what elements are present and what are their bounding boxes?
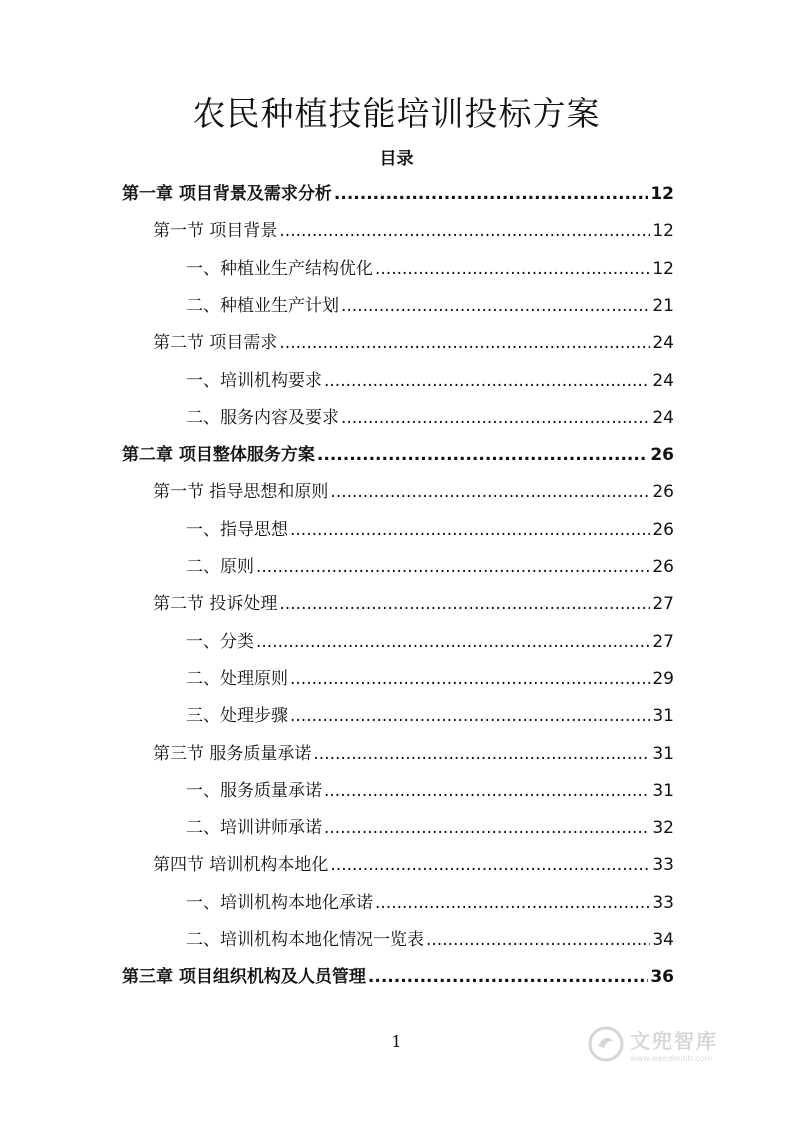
toc-page: 12 [652, 221, 674, 242]
watermark-url: www.wendoulib.com [630, 1054, 713, 1063]
toc-entry[interactable] [122, 437, 674, 474]
toc-entry[interactable] [153, 474, 674, 511]
toc-entry[interactable] [186, 251, 674, 288]
toc-label: 一、指导思想 [186, 519, 288, 540]
toc-entry[interactable] [122, 176, 674, 213]
toc-page: 26 [652, 557, 674, 577]
toc-leader [317, 437, 648, 474]
toc-entry[interactable] [153, 586, 674, 623]
toc-page: 24 [652, 407, 674, 428]
toc-entry[interactable] [153, 325, 674, 362]
watermark-logo-icon [588, 1026, 624, 1062]
toc-label: 第三节 服务质量承诺 [153, 743, 312, 764]
toc-entry[interactable] [186, 363, 674, 400]
toc-page: 26 [650, 445, 674, 466]
toc-leader [324, 363, 650, 400]
toc-entry[interactable] [186, 885, 674, 922]
toc-leader [324, 810, 650, 847]
toc-entry[interactable] [186, 810, 674, 847]
toc-label: 二、种植业生产计划 [186, 295, 339, 316]
toc-leader [256, 549, 650, 586]
toc-leader [368, 959, 648, 996]
toc-label: 二、原则 [186, 557, 254, 577]
toc-leader [290, 661, 650, 698]
toc-page: 26 [652, 519, 674, 540]
toc-label: 第一章 项目背景及需求分析 [122, 184, 332, 204]
toc-page: 36 [650, 967, 674, 988]
toc-page: 24 [652, 370, 674, 391]
toc-leader [313, 736, 650, 773]
toc-page: 32 [652, 818, 674, 839]
toc-leader [324, 773, 650, 810]
toc-entry[interactable] [186, 661, 674, 698]
toc-page: 33 [652, 855, 674, 876]
toc-page: 24 [652, 333, 674, 354]
toc-leader [290, 698, 650, 735]
toc-leader [375, 251, 650, 288]
toc-label: 二、培训机构本地化情况一览表 [186, 930, 424, 950]
document-title: 农民种植技能培训投标方案 [192, 94, 601, 133]
toc-page: 12 [652, 258, 674, 279]
toc-label: 一、分类 [186, 631, 254, 652]
toc-entry[interactable] [186, 624, 674, 661]
toc-leader [256, 624, 650, 661]
toc-heading: 目录 [379, 149, 414, 169]
toc-entry[interactable] [186, 512, 674, 549]
toc-entry[interactable] [153, 847, 674, 884]
watermark-text: 文兜智库 [630, 1029, 718, 1053]
page-number: 1 [391, 1032, 402, 1051]
toc-entry[interactable] [186, 288, 674, 325]
toc-label: 一、培训机构本地化承诺 [186, 892, 373, 913]
toc-page: 26 [652, 482, 674, 503]
toc-entry[interactable] [186, 400, 674, 437]
toc-page: 12 [650, 184, 674, 204]
toc-label: 第四节 培训机构本地化 [153, 855, 329, 876]
toc-label: 二、培训讲师承诺 [186, 818, 322, 839]
toc-label: 第二章 项目整体服务方案 [122, 445, 315, 466]
toc-leader [426, 922, 650, 959]
toc-page: 31 [652, 780, 674, 801]
toc-page: 29 [652, 668, 674, 689]
toc-page: 31 [652, 743, 674, 764]
toc-entry[interactable] [122, 959, 674, 996]
toc-label: 第一节 指导思想和原则 [153, 482, 329, 503]
toc-label: 第三章 项目组织机构及人员管理 [122, 967, 366, 988]
toc-page: 33 [652, 892, 674, 913]
toc-leader [279, 213, 650, 250]
toc-leader [279, 325, 650, 362]
toc-label: 一、种植业生产结构优化 [186, 258, 373, 279]
toc-entry[interactable] [153, 213, 674, 250]
toc-label: 二、服务内容及要求 [186, 407, 339, 428]
toc-label: 三、处理步骤 [186, 706, 288, 727]
toc-page: 27 [652, 631, 674, 652]
toc-label: 一、培训机构要求 [186, 370, 322, 391]
toc-entry[interactable] [186, 773, 674, 810]
watermark [588, 1024, 758, 1064]
toc-leader [290, 512, 650, 549]
toc-entry[interactable] [186, 922, 674, 959]
toc-leader [341, 400, 650, 437]
toc-leader [330, 474, 650, 511]
toc-label: 一、服务质量承诺 [186, 780, 322, 801]
toc-leader [341, 288, 650, 325]
toc-page: 34 [652, 930, 674, 950]
toc-entry[interactable] [153, 736, 674, 773]
toc-label: 第一节 项目背景 [153, 221, 278, 242]
toc-leader [375, 885, 650, 922]
toc-leader [330, 847, 650, 884]
toc-page: 27 [652, 594, 674, 615]
toc-entry[interactable] [186, 549, 674, 586]
toc-page: 31 [652, 706, 674, 727]
toc-label: 第二节 项目需求 [153, 333, 278, 354]
toc-leader [334, 176, 648, 213]
toc-page: 21 [652, 295, 674, 316]
toc-label: 二、处理原则 [186, 668, 288, 689]
toc-leader [279, 586, 650, 623]
toc-label: 第二节 投诉处理 [153, 594, 278, 615]
toc-entry[interactable] [186, 698, 674, 735]
